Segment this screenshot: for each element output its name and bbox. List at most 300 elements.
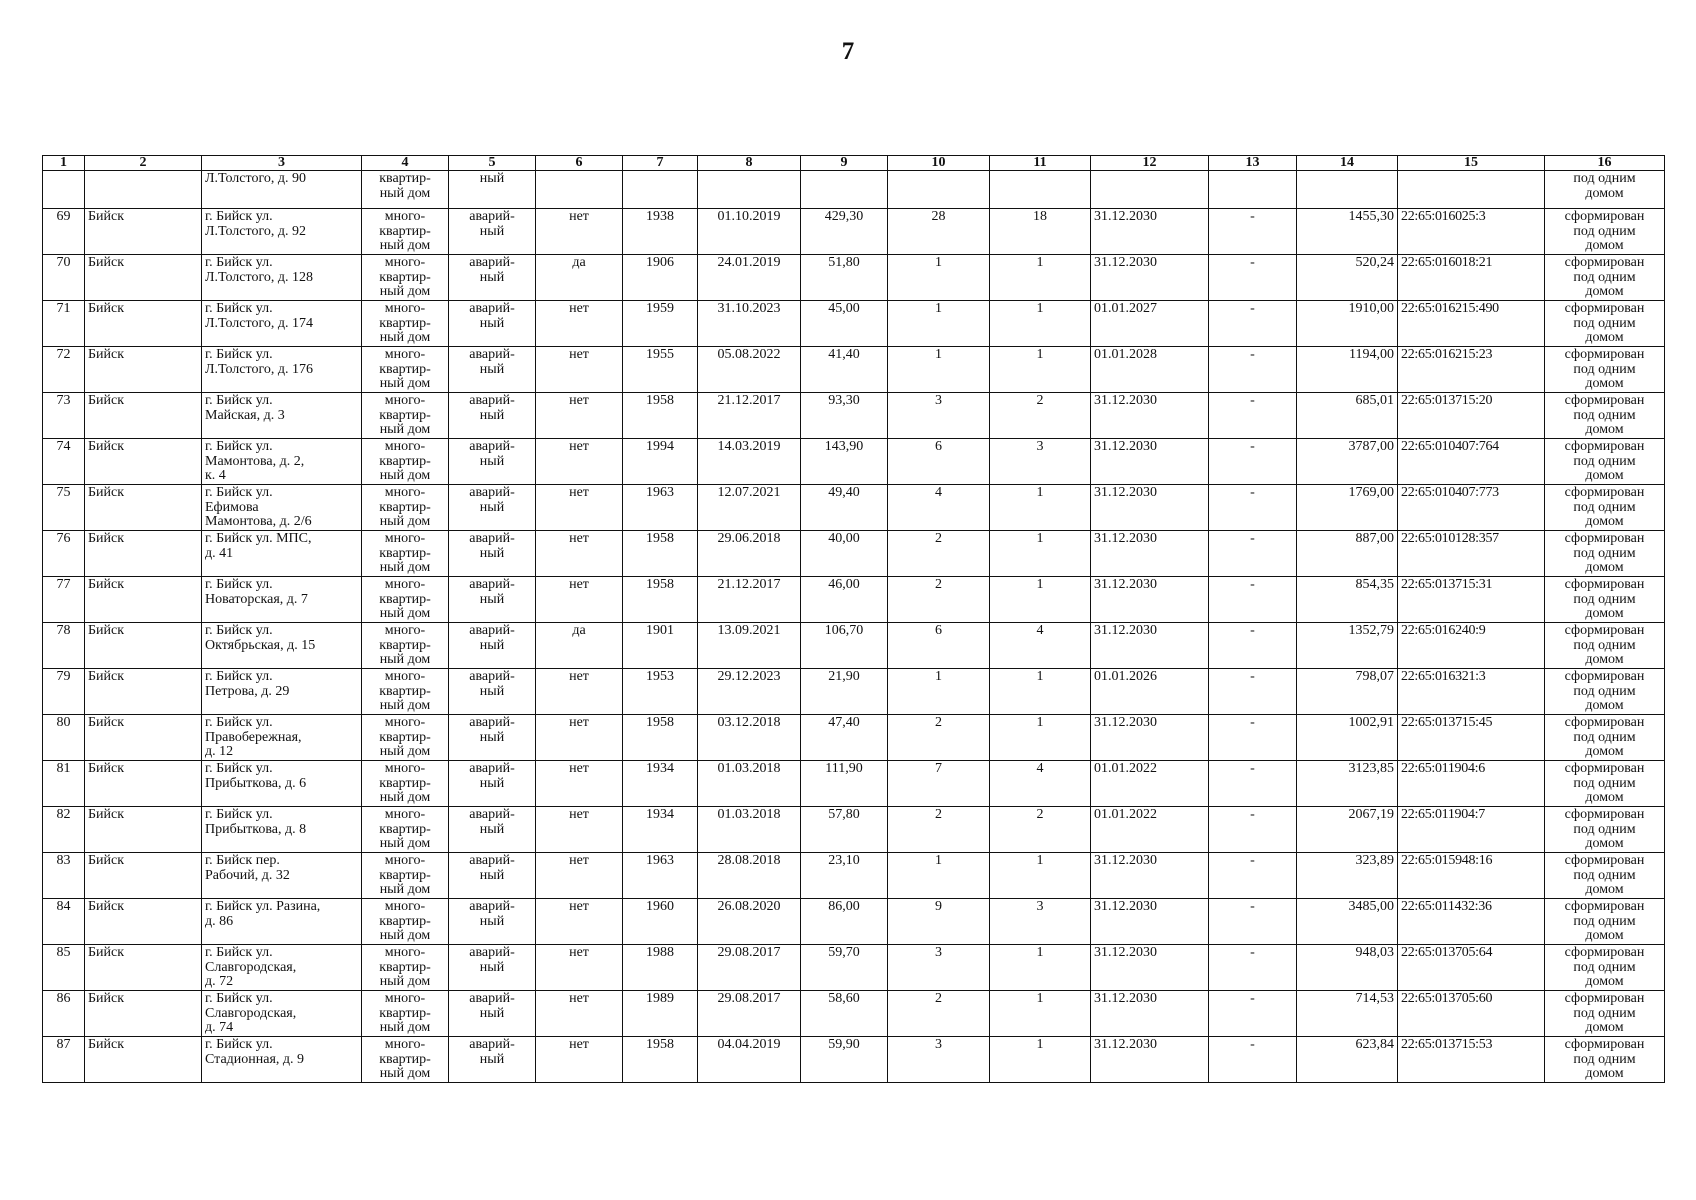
cell	[888, 171, 990, 209]
column-header: 6	[536, 156, 623, 171]
cell-area: 51,80	[801, 255, 888, 301]
cell-year: 1934	[623, 807, 698, 853]
cell-date: 01.10.2019	[698, 209, 801, 255]
cell-city: Бийск	[85, 485, 202, 531]
cell-city: Бийск	[85, 807, 202, 853]
column-header: 11	[990, 156, 1091, 171]
cell-col13: -	[1209, 531, 1297, 577]
cell-note: сформирован под одним домом	[1545, 761, 1665, 807]
column-header: 5	[449, 156, 536, 171]
cell-row-number: 75	[43, 485, 85, 531]
cell-flag: нет	[536, 715, 623, 761]
cell-col10: 3	[888, 1037, 990, 1083]
cell-year: 1958	[623, 577, 698, 623]
cell-date: 26.08.2020	[698, 899, 801, 945]
cell-address: г. Бийск ул. Разина, д. 86	[202, 899, 362, 945]
cell-col11: 1	[990, 991, 1091, 1037]
column-header: 12	[1091, 156, 1209, 171]
cell-status: аварий- ный	[449, 623, 536, 669]
cell-cadastral: 22:65:011432:36	[1398, 899, 1545, 945]
cell-status: аварий- ный	[449, 1037, 536, 1083]
cell-col14: 1455,30	[1297, 209, 1398, 255]
cell-type: много- квартир- ный дом	[362, 761, 449, 807]
cell-area: 143,90	[801, 439, 888, 485]
cell-flag: да	[536, 623, 623, 669]
cell-date: 29.06.2018	[698, 531, 801, 577]
cell-city: Бийск	[85, 531, 202, 577]
table-row	[43, 623, 1665, 669]
cell-type: много- квартир- ный дом	[362, 1037, 449, 1083]
cell-type: много- квартир- ный дом	[362, 439, 449, 485]
cell-note: сформирован под одним домом	[1545, 301, 1665, 347]
cell-date: 12.07.2021	[698, 485, 801, 531]
cell	[801, 171, 888, 209]
cell-status: аварий- ный	[449, 853, 536, 899]
cell-flag: нет	[536, 531, 623, 577]
cell-year: 1959	[623, 301, 698, 347]
cell-col10: 9	[888, 899, 990, 945]
cell-year: 1953	[623, 669, 698, 715]
cell-col13: -	[1209, 669, 1297, 715]
cell-city: Бийск	[85, 1037, 202, 1083]
cell-col11: 1	[990, 945, 1091, 991]
cell-col14: 520,24	[1297, 255, 1398, 301]
cell-address: г. Бийск ул. Славгородская, д. 72	[202, 945, 362, 991]
cell-col14: 714,53	[1297, 991, 1398, 1037]
cell-note: сформирован под одним домом	[1545, 485, 1665, 531]
cell	[1398, 171, 1545, 209]
cell-deadline: 31.12.2030	[1091, 531, 1209, 577]
cell-cadastral: 22:65:016240:9	[1398, 623, 1545, 669]
column-header: 9	[801, 156, 888, 171]
cell-area: 21,90	[801, 669, 888, 715]
cell-col14: 3787,00	[1297, 439, 1398, 485]
cell-flag: нет	[536, 853, 623, 899]
cell-date: 13.09.2021	[698, 623, 801, 669]
cell-flag: нет	[536, 945, 623, 991]
cell-row-number: 74	[43, 439, 85, 485]
cell-year: 1963	[623, 485, 698, 531]
table-row	[43, 439, 1665, 485]
cell-date: 29.08.2017	[698, 945, 801, 991]
cell-address: г. Бийск ул. Славгородская, д. 74	[202, 991, 362, 1037]
cell-col13: -	[1209, 807, 1297, 853]
cell-col13: -	[1209, 715, 1297, 761]
cell-status: аварий- ный	[449, 209, 536, 255]
cell-flag: нет	[536, 807, 623, 853]
cell-col14: 3485,00	[1297, 899, 1398, 945]
column-header: 8	[698, 156, 801, 171]
table-row	[43, 393, 1665, 439]
cell-col11: 1	[990, 485, 1091, 531]
cell-col13: -	[1209, 761, 1297, 807]
cell-note: сформирован под одним домом	[1545, 991, 1665, 1037]
cell-deadline: 31.12.2030	[1091, 485, 1209, 531]
cell-cadastral: 22:65:016018:21	[1398, 255, 1545, 301]
cell-flag: нет	[536, 991, 623, 1037]
cell-city: Бийск	[85, 255, 202, 301]
table-row	[43, 1037, 1665, 1083]
cell-col14: 887,00	[1297, 531, 1398, 577]
cell-col11: 2	[990, 393, 1091, 439]
cell-type: много- квартир- ный дом	[362, 991, 449, 1037]
cell-col11: 3	[990, 899, 1091, 945]
cell-address: г. Бийск ул. МПС, д. 41	[202, 531, 362, 577]
cell-col14: 323,89	[1297, 853, 1398, 899]
table-row	[43, 531, 1665, 577]
cell-col10: 1	[888, 669, 990, 715]
table-row	[43, 209, 1665, 255]
cell-status: ный	[449, 171, 536, 209]
cell-col11: 2	[990, 807, 1091, 853]
cell-address: г. Бийск ул. Мамонтова, д. 2, к. 4	[202, 439, 362, 485]
column-header: 14	[1297, 156, 1398, 171]
cell-row-number: 81	[43, 761, 85, 807]
column-header: 10	[888, 156, 990, 171]
cell-deadline: 31.12.2030	[1091, 1037, 1209, 1083]
cell-area: 41,40	[801, 347, 888, 393]
table-body	[43, 171, 1665, 1083]
table-row	[43, 991, 1665, 1037]
cell-col13: -	[1209, 485, 1297, 531]
cell-flag: нет	[536, 209, 623, 255]
cell-deadline: 31.12.2030	[1091, 623, 1209, 669]
cell-note: сформирован под одним домом	[1545, 255, 1665, 301]
cell-date: 05.08.2022	[698, 347, 801, 393]
cell-flag: нет	[536, 1037, 623, 1083]
cell-city: Бийск	[85, 393, 202, 439]
cell-col11: 1	[990, 301, 1091, 347]
cell-area: 49,40	[801, 485, 888, 531]
cell-deadline: 31.12.2030	[1091, 255, 1209, 301]
cell-type: много- квартир- ный дом	[362, 715, 449, 761]
cell-address: г. Бийск ул. Л.Толстого, д. 174	[202, 301, 362, 347]
cell-city: Бийск	[85, 347, 202, 393]
cell-col10: 4	[888, 485, 990, 531]
cell-note: сформирован под одним домом	[1545, 209, 1665, 255]
cell-year: 1960	[623, 899, 698, 945]
cell-note: сформирован под одним домом	[1545, 393, 1665, 439]
cell-cadastral: 22:65:011904:6	[1398, 761, 1545, 807]
cell-city: Бийск	[85, 439, 202, 485]
cell-status: аварий- ный	[449, 393, 536, 439]
cell-status: аварий- ный	[449, 531, 536, 577]
cell-flag: нет	[536, 485, 623, 531]
cell-row-number: 84	[43, 899, 85, 945]
cell-cadastral: 22:65:011904:7	[1398, 807, 1545, 853]
cell-address: г. Бийск ул. Петрова, д. 29	[202, 669, 362, 715]
column-header: 15	[1398, 156, 1545, 171]
cell-status: аварий- ный	[449, 715, 536, 761]
cell-note: сформирован под одним домом	[1545, 853, 1665, 899]
table-row	[43, 301, 1665, 347]
cell-col11: 1	[990, 577, 1091, 623]
cell-type: много- квартир- ный дом	[362, 807, 449, 853]
cell-type: много- квартир- ный дом	[362, 301, 449, 347]
cell-address: г. Бийск ул. Ефимова Мамонтова, д. 2/6	[202, 485, 362, 531]
cell-status: аварий- ный	[449, 899, 536, 945]
table-row	[43, 715, 1665, 761]
cell-deadline: 31.12.2030	[1091, 899, 1209, 945]
cell-area: 47,40	[801, 715, 888, 761]
cell-col14: 623,84	[1297, 1037, 1398, 1083]
cell-row-number: 85	[43, 945, 85, 991]
cell-deadline: 31.12.2030	[1091, 945, 1209, 991]
cell-col13: -	[1209, 945, 1297, 991]
cell-flag: нет	[536, 347, 623, 393]
cell-address: г. Бийск ул. Л.Толстого, д. 176	[202, 347, 362, 393]
cell-year: 1901	[623, 623, 698, 669]
cell-type: много- квартир- ный дом	[362, 531, 449, 577]
cell-type: много- квартир- ный дом	[362, 347, 449, 393]
cell-deadline: 31.12.2030	[1091, 209, 1209, 255]
cell-deadline: 31.12.2030	[1091, 393, 1209, 439]
cell-city: Бийск	[85, 301, 202, 347]
cell-note: сформирован под одним домом	[1545, 945, 1665, 991]
cell-col10: 2	[888, 715, 990, 761]
cell-col14: 1352,79	[1297, 623, 1398, 669]
cell-year: 1938	[623, 209, 698, 255]
cell-col10: 1	[888, 255, 990, 301]
cell-city: Бийск	[85, 623, 202, 669]
cell-row-number: 83	[43, 853, 85, 899]
table-row	[43, 899, 1665, 945]
table-row	[43, 807, 1665, 853]
cell-row-number: 71	[43, 301, 85, 347]
cell-deadline: 01.01.2027	[1091, 301, 1209, 347]
cell-date: 21.12.2017	[698, 393, 801, 439]
column-header: 13	[1209, 156, 1297, 171]
cell-city: Бийск	[85, 945, 202, 991]
cell-col14: 1194,00	[1297, 347, 1398, 393]
cell-col11: 1	[990, 347, 1091, 393]
cell-area: 93,30	[801, 393, 888, 439]
table-row	[43, 347, 1665, 393]
cell-date: 03.12.2018	[698, 715, 801, 761]
cell-address: г. Бийск ул. Прибыткова, д. 8	[202, 807, 362, 853]
cell-city: Бийск	[85, 669, 202, 715]
cell-cadastral: 22:65:010128:357	[1398, 531, 1545, 577]
cell	[1209, 171, 1297, 209]
cell-status: аварий- ный	[449, 439, 536, 485]
cell-flag: нет	[536, 301, 623, 347]
cell-year: 1955	[623, 347, 698, 393]
cell-cadastral: 22:65:013715:45	[1398, 715, 1545, 761]
cell-row-number: 73	[43, 393, 85, 439]
cell-flag: нет	[536, 577, 623, 623]
cell-cadastral: 22:65:013705:64	[1398, 945, 1545, 991]
cell-row-number: 82	[43, 807, 85, 853]
cell-col13: -	[1209, 301, 1297, 347]
cell-col10: 2	[888, 577, 990, 623]
cell-note: сформирован под одним домом	[1545, 715, 1665, 761]
cell-row-number: 87	[43, 1037, 85, 1083]
cell-cadastral: 22:65:016215:23	[1398, 347, 1545, 393]
column-number-row	[43, 156, 1665, 171]
cell-year: 1994	[623, 439, 698, 485]
cell-col11: 3	[990, 439, 1091, 485]
cell-col13: -	[1209, 347, 1297, 393]
cell-type: много- квартир- ный дом	[362, 209, 449, 255]
cell-col11: 4	[990, 623, 1091, 669]
cell-note: сформирован под одним домом	[1545, 623, 1665, 669]
cell-address: г. Бийск ул. Октябрьская, д. 15	[202, 623, 362, 669]
cell-flag: нет	[536, 393, 623, 439]
cell-col13: -	[1209, 899, 1297, 945]
cell-col10: 2	[888, 991, 990, 1037]
cell-address: г. Бийск ул. Майская, д. 3	[202, 393, 362, 439]
cell-area: 57,80	[801, 807, 888, 853]
cell-area: 23,10	[801, 853, 888, 899]
cell-status: аварий- ный	[449, 945, 536, 991]
cell-note: сформирован под одним домом	[1545, 531, 1665, 577]
table-row	[43, 485, 1665, 531]
cell-status: аварий- ный	[449, 485, 536, 531]
cell-row-number: 69	[43, 209, 85, 255]
cell-type: много- квартир- ный дом	[362, 255, 449, 301]
cell-city: Бийск	[85, 991, 202, 1037]
cell-type: много- квартир- ный дом	[362, 393, 449, 439]
cell-col14: 2067,19	[1297, 807, 1398, 853]
cell-year: 1958	[623, 715, 698, 761]
cell-col10: 2	[888, 807, 990, 853]
cell	[1297, 171, 1398, 209]
column-header: 2	[85, 156, 202, 171]
cell-note: сформирован под одним домом	[1545, 1037, 1665, 1083]
continuation-row	[43, 171, 1665, 209]
cell-year: 1958	[623, 1037, 698, 1083]
cell-date: 31.10.2023	[698, 301, 801, 347]
cell-cadastral: 22:65:016215:490	[1398, 301, 1545, 347]
cell-area: 46,00	[801, 577, 888, 623]
cell-row-number: 86	[43, 991, 85, 1037]
cell-deadline: 31.12.2030	[1091, 439, 1209, 485]
cell-address: г. Бийск пер. Рабочий, д. 32	[202, 853, 362, 899]
cell-deadline: 31.12.2030	[1091, 577, 1209, 623]
cell-col10: 2	[888, 531, 990, 577]
cell-area: 45,00	[801, 301, 888, 347]
cell-col10: 3	[888, 945, 990, 991]
cell-cadastral: 22:65:016321:3	[1398, 669, 1545, 715]
cell-city: Бийск	[85, 853, 202, 899]
cell-address: г. Бийск ул. Стадионная, д. 9	[202, 1037, 362, 1083]
cell-col11: 1	[990, 1037, 1091, 1083]
cell-col14: 948,03	[1297, 945, 1398, 991]
cell-city: Бийск	[85, 715, 202, 761]
cell-type: много- квартир- ный дом	[362, 669, 449, 715]
cell-col14: 685,01	[1297, 393, 1398, 439]
cell-type: много- квартир- ный дом	[362, 485, 449, 531]
cell-row-number: 78	[43, 623, 85, 669]
cell-row-number: 79	[43, 669, 85, 715]
cell-date: 29.08.2017	[698, 991, 801, 1037]
cell-year: 1934	[623, 761, 698, 807]
cell-col11: 1	[990, 715, 1091, 761]
cell-address: Л.Толстого, д. 90	[202, 171, 362, 209]
cell-cadastral: 22:65:015948:16	[1398, 853, 1545, 899]
cell-col14: 1910,00	[1297, 301, 1398, 347]
cell-year: 1906	[623, 255, 698, 301]
table-row	[43, 853, 1665, 899]
cell	[1091, 171, 1209, 209]
cell-row-number: 76	[43, 531, 85, 577]
cell-col10: 1	[888, 853, 990, 899]
cell-col13: -	[1209, 853, 1297, 899]
table-row	[43, 577, 1665, 623]
cell-date: 01.03.2018	[698, 761, 801, 807]
cell-flag: нет	[536, 899, 623, 945]
cell-status: аварий- ный	[449, 807, 536, 853]
cell	[698, 171, 801, 209]
cell-area: 86,00	[801, 899, 888, 945]
cell-col10: 1	[888, 347, 990, 393]
cell-cadastral: 22:65:010407:764	[1398, 439, 1545, 485]
cell-status: аварий- ный	[449, 991, 536, 1037]
cell-note: сформирован под одним домом	[1545, 347, 1665, 393]
cell-deadline: 31.12.2030	[1091, 853, 1209, 899]
table-row	[43, 761, 1665, 807]
cell	[85, 171, 202, 209]
cell-flag: нет	[536, 439, 623, 485]
cell-type: много- квартир- ный дом	[362, 899, 449, 945]
cell-col11: 1	[990, 853, 1091, 899]
cell-note: сформирован под одним домом	[1545, 439, 1665, 485]
cell-city: Бийск	[85, 577, 202, 623]
cell-col10: 28	[888, 209, 990, 255]
cell-type: квартир- ный дом	[362, 171, 449, 209]
page-number: 7	[841, 38, 855, 65]
cell-col11: 1	[990, 669, 1091, 715]
cell-address: г. Бийск ул. Л.Толстого, д. 92	[202, 209, 362, 255]
cell-date: 01.03.2018	[698, 807, 801, 853]
cell-date: 28.08.2018	[698, 853, 801, 899]
cell-status: аварий- ный	[449, 255, 536, 301]
cell-flag: нет	[536, 761, 623, 807]
cell-deadline: 01.01.2026	[1091, 669, 1209, 715]
cell-city: Бийск	[85, 899, 202, 945]
cell-note: сформирован под одним домом	[1545, 807, 1665, 853]
cell-deadline: 31.12.2030	[1091, 715, 1209, 761]
cell-area: 106,70	[801, 623, 888, 669]
table-row	[43, 255, 1665, 301]
cell-year: 1958	[623, 531, 698, 577]
cell-status: аварий- ный	[449, 301, 536, 347]
cell-col10: 6	[888, 439, 990, 485]
table-row	[43, 669, 1665, 715]
cell-date: 24.01.2019	[698, 255, 801, 301]
cell-type: много- квартир- ный дом	[362, 577, 449, 623]
cell-col13: -	[1209, 209, 1297, 255]
housing-registry-table	[42, 155, 1665, 1083]
cell-col10: 7	[888, 761, 990, 807]
cell-col13: -	[1209, 991, 1297, 1037]
column-header: 3	[202, 156, 362, 171]
cell-date: 21.12.2017	[698, 577, 801, 623]
cell-note: сформирован под одним домом	[1545, 669, 1665, 715]
table-row	[43, 945, 1665, 991]
cell-address: г. Бийск ул. Новаторская, д. 7	[202, 577, 362, 623]
cell-year: 1958	[623, 393, 698, 439]
cell-col13: -	[1209, 255, 1297, 301]
cell-address: г. Бийск ул. Л.Толстого, д. 128	[202, 255, 362, 301]
cell-col14: 3123,85	[1297, 761, 1398, 807]
cell-date: 29.12.2023	[698, 669, 801, 715]
cell-status: аварий- ный	[449, 761, 536, 807]
cell-date: 04.04.2019	[698, 1037, 801, 1083]
cell-col11: 1	[990, 255, 1091, 301]
cell	[990, 171, 1091, 209]
cell-col10: 1	[888, 301, 990, 347]
